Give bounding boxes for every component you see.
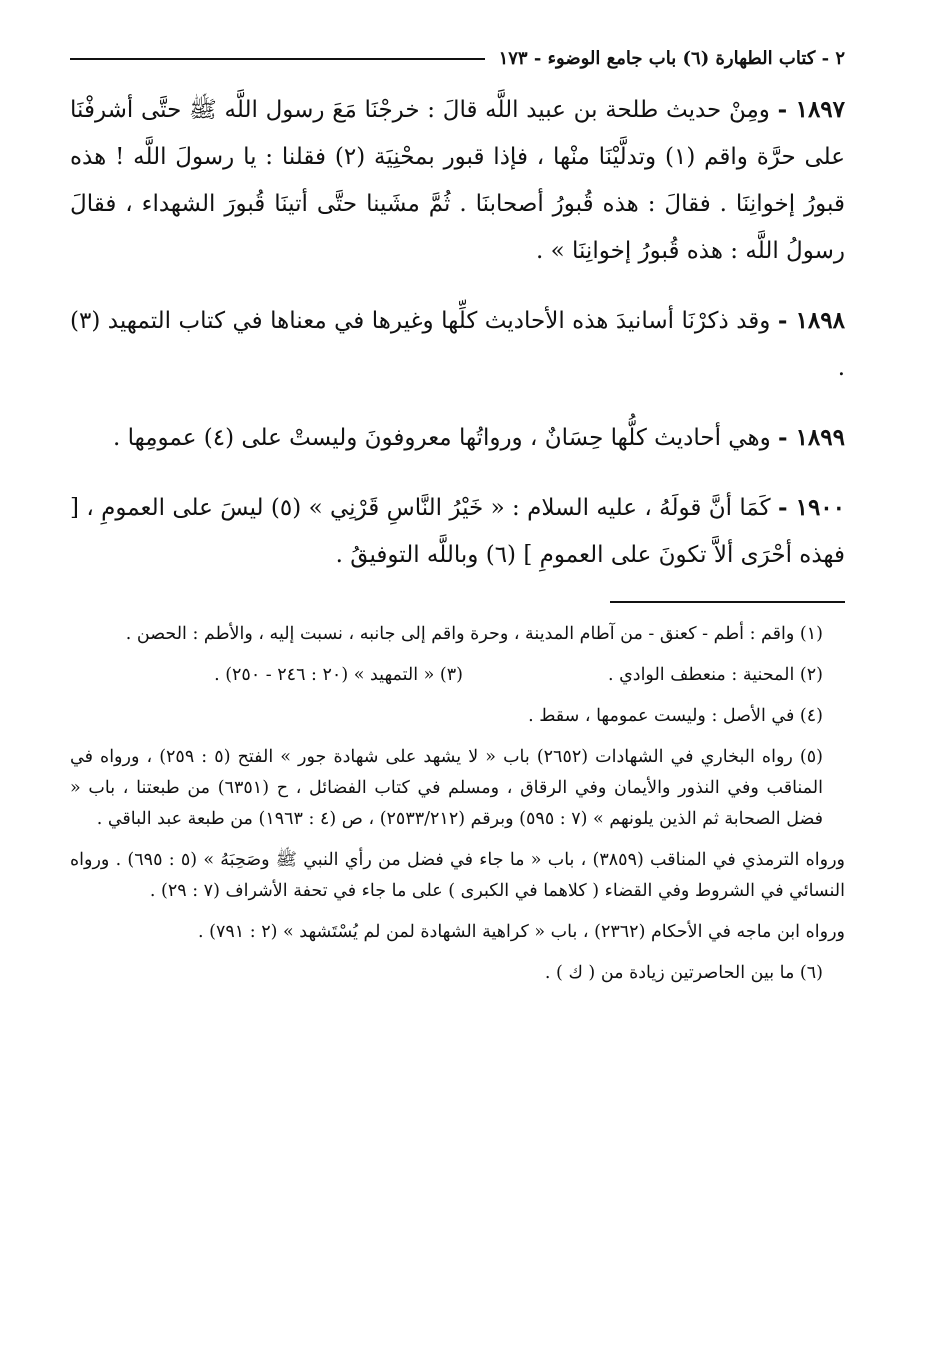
paragraph-text: ومِنْ حديث طلحة بن عبيد اللَّه قالَ : خرجْنَا مَعَ رسول اللَّه ﷺ حتَّى أشرفْنَا على حرَّة واقم (١) وتدلَّيْنَا منْها ، فإذا قبور بمحْنِيَة (٢) فقلنا : يا رسولَ اللَّه ! هذه قبورُ إخوانِنَا . فقالَ : هذه قُبورُ أصحابنَا . ثُمَّ مشَينا حتَّى أتينَا قُبورَ الشهداء ، فقالَ رسولُ اللَّه : هذه قُبورُ إخوانِنَا » .: [70, 97, 845, 264]
paragraph-1900: [70, 484, 845, 579]
footnotes: [70, 619, 845, 989]
running-title: ٢ - كتاب الطهارة (٦) باب جامع الوضوء - ١٧٣: [498, 47, 845, 69]
footnote-row-2-3: [70, 660, 845, 691]
paragraph-1898: [70, 297, 845, 392]
footnote-4: (٤) في الأصل : وليست عمومها ، سقط .: [528, 706, 823, 726]
paragraph-number: ١٨٩٨ -: [777, 307, 845, 334]
footnote-6: (٦) ما بين الحاصرتين زيادة من ( ك ) .: [544, 963, 823, 983]
paragraph-text: وهي أحاديث كلُّها حِسَانٌ ، ورواتُها معروفونَ وليستْ على (٤) عمومِها .: [112, 425, 771, 451]
book-page: [70, 36, 845, 999]
footnote-5-tirmidhi: ورواه الترمذي في المناقب (٣٨٥٩) ، باب « ما جاء في فضل من رأي النبي ﷺ وصَحِبَهُ » (٥ : ٦٩٥) . ورواه النسائي في الشروط وفي القضاء ( كلاهما في الكبرى ) على ما جاء في تحفة الأشراف (٧ : ٢٩) .: [70, 850, 845, 901]
footnote-1: (١) واقم : أطم - كعنق - من آطام المدينة ، وحرة واقم إلى جانبه ، نسبت إليه ، والأطم : الحصن .: [125, 624, 823, 644]
paragraph-1897: [70, 86, 845, 275]
footnote-2: (٢) المحنية : منعطف الوادي .: [607, 665, 823, 685]
paragraph-1899: [70, 414, 845, 462]
footnote-5-ibn-majah: ورواه ابن ماجه في الأحكام (٢٣٦٢) ، باب « كراهية الشهادة لمن لم يُسْتَشهد » (٢ : ٧٩١) .: [198, 922, 845, 942]
footnote-5-bukhari: (٥) رواه البخاري في الشهادات (٢٦٥٢) باب « لا يشهد على شهادة جور » الفتح (٥ : ٢٥٩) ، ورواه في المناقب وفي النذور والأيمان وفي الرقاق ، ومسلم في كتاب الفضائل ، ح (٦٣٥١) من طبعتنا ، باب « فضل الصحابة ثم الذين يلونهم » (٧ : ٥٩٥) وبرقم (٢٥٣٣/٢١٢) ، ص (٤ : ١٩٦٣) من طبعة عبد الباقي .: [70, 747, 823, 829]
paragraph-number: ١٨٩٩ -: [778, 424, 845, 451]
paragraph-number: ١٩٠٠ -: [777, 494, 846, 521]
paragraph-text: كَمَا أنَّ قولَهُ ، عليه السلام : « خَيْرُ النَّاسِ قَرْنِي » (٥) ليسَ على العمومِ ، [ فهذه أحْرَى ألاَّ تكونَ على العمومِ ] (٦) وباللَّه التوفيقُ .: [70, 495, 845, 568]
page-header: [70, 36, 845, 80]
paragraph-text: وقد ذكرْنَا أسانيدَ هذه الأحاديث كلِّها وغيرها في معناها في كتاب التمهيد (٣) .: [70, 308, 845, 381]
main-text: [70, 86, 845, 579]
header-rule: [70, 58, 485, 60]
paragraph-number: ١٨٩٧ -: [777, 96, 846, 123]
footnote-separator: [610, 601, 845, 603]
footnote-3: (٣) « التمهيد » (٢٠ : ٢٤٦ - ٢٥٠) .: [214, 665, 463, 685]
